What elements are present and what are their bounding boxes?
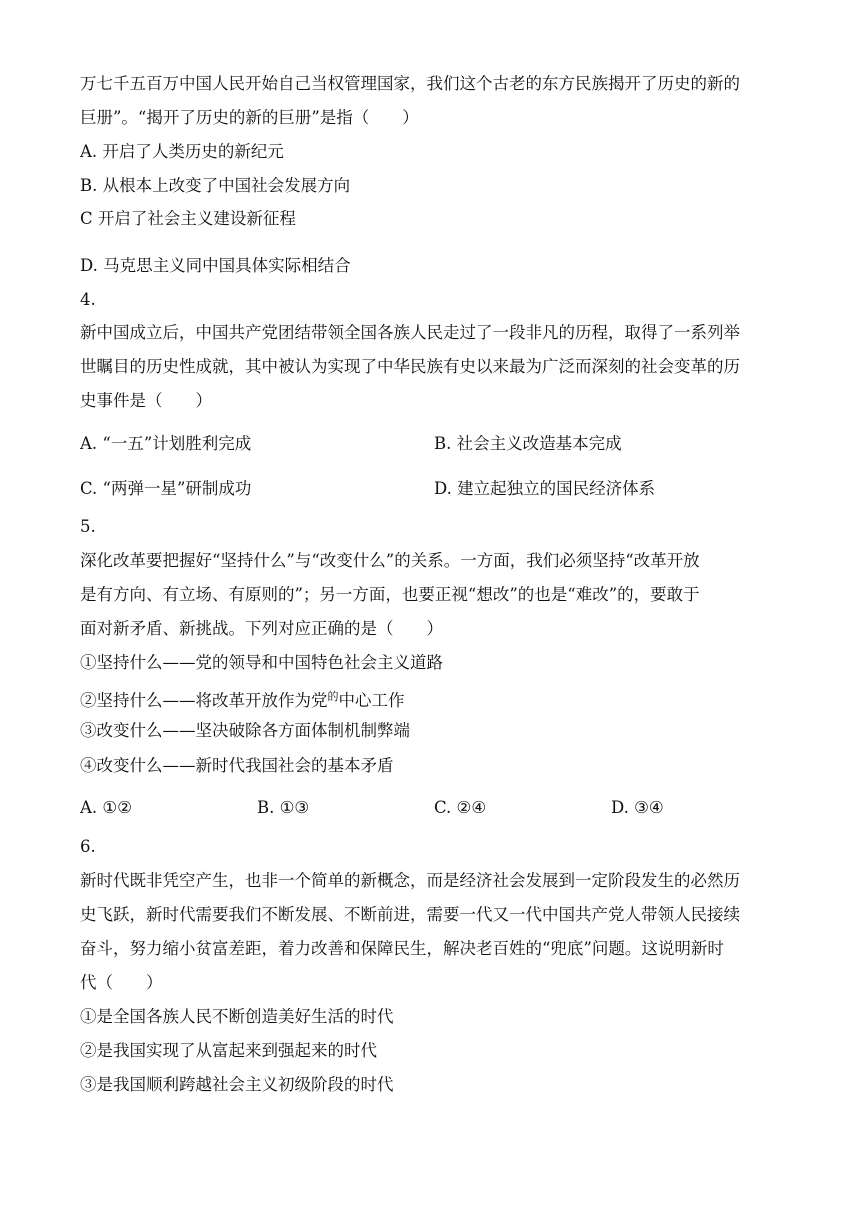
q4-stem-line-2: 世瞩目的历史性成就，其中被认为实现了中华民族有史以来最为广泛而深刻的社会变革的历: [80, 357, 740, 376]
q3-option-b: B. 从根本上改变了中国社会发展方向: [80, 176, 351, 195]
q4-stem-line-3: 史事件是（ ）: [80, 391, 212, 410]
q3-option-d: D. 马克思主义同中国具体实际相结合: [80, 256, 351, 275]
q6-stem-line-1: 新时代既非凭空产生，也非一个简单的新概念，而是经济社会发展到一定阶段发生的必然历: [80, 871, 740, 890]
q5-item-2-text: ②坚持什么——将改革开放作为党: [80, 691, 328, 710]
q4-option-c: C. “两弹一星”研制成功: [80, 479, 252, 498]
q5-stem-line-1: 深化改革要把握好“坚持什么”与“改变什么”的关系。一方面，我们必须坚持“改革开放: [80, 551, 700, 570]
q5-option-d: D. ③④: [611, 798, 664, 817]
q3-stem-line-1: 万七千五百万中国人民开始自己当权管理国家，我们这个古老的东方民族揭开了历史的新的: [80, 74, 740, 93]
q5-item-2: [80, 687, 405, 711]
q6-number: 6.: [80, 837, 96, 856]
q5-stem-line-2: 是有方向、有立场、有原则的”；另一方面，也要正视“想改”的也是“难改”的，要敢于: [80, 585, 700, 604]
q5-item-4: ④改变什么——新时代我国社会的基本矛盾: [80, 756, 394, 775]
q5-number: 5.: [80, 517, 96, 536]
q5-item-3: ③改变什么——坚决破除各方面体制机制弊端: [80, 721, 410, 740]
q6-stem-line-2: 史飞跃，新时代需要我们不断发展、不断前进，需要一代又一代中国共产党人带领人民接续: [80, 905, 740, 924]
q6-item-1: ①是全国各族人民不断创造美好生活的时代: [80, 1007, 394, 1026]
q5-option-b: B. ①③: [257, 798, 310, 817]
q4-option-d: D. 建立起独立的国民经济体系: [434, 479, 656, 498]
q5-item-2-superscript: 的: [327, 690, 339, 703]
q5-option-a: A. ①②: [80, 798, 132, 817]
q4-stem-line-1: 新中国成立后，中国共产党团结带领全国各族人民走过了一段非凡的历程，取得了一系列举: [80, 323, 740, 342]
q5-item-1: ①坚持什么——党的领导和中国特色社会主义道路: [80, 653, 443, 672]
q4-option-a: A. “一五”计划胜利完成: [80, 434, 252, 453]
q6-stem-line-3: 奋斗，努力缩小贫富差距，着力改善和保障民生，解决老百姓的“兜底”问题。这说明新时: [80, 939, 724, 958]
q3-option-c: C 开启了社会主义建设新征程: [80, 209, 296, 228]
q6-item-3: ③是我国顺利跨越社会主义初级阶段的时代: [80, 1075, 394, 1094]
q3-stem-line-2: 巨册”。“揭开了历史的新的巨册”是指（ ）: [80, 108, 419, 127]
q5-stem-line-3: 面对新矛盾、新挑战。下列对应正确的是（ ）: [80, 619, 443, 638]
q3-option-a: A. 开启了人类历史的新纪元: [80, 142, 284, 161]
q4-number: 4.: [80, 290, 96, 309]
q6-stem-line-4: 代（ ）: [80, 973, 163, 992]
q4-option-b: B. 社会主义改造基本完成: [434, 434, 622, 453]
q5-item-2-tail: 中心工作: [338, 691, 405, 710]
q5-option-c: C. ②④: [434, 798, 487, 817]
q6-item-2: ②是我国实现了从富起来到强起来的时代: [80, 1041, 377, 1060]
